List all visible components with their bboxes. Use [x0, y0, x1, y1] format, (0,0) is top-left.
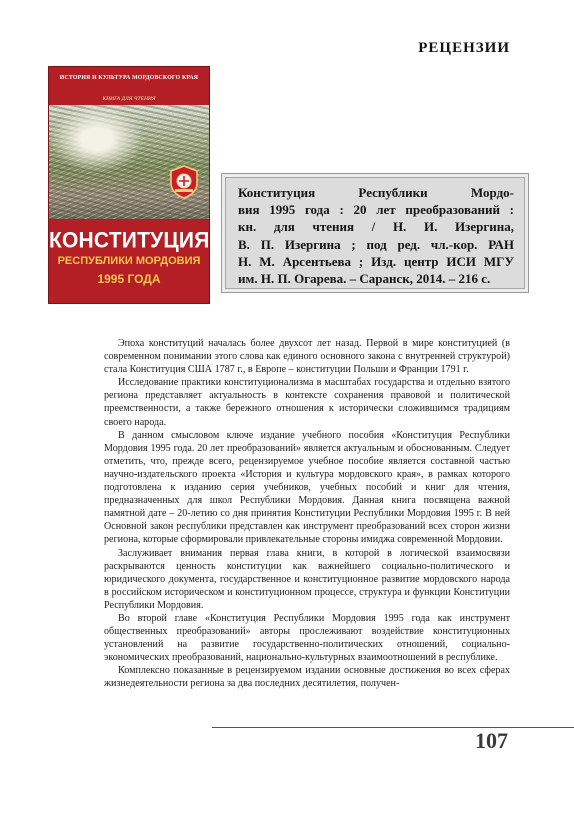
paragraph: В данном смысловом ключе издание учебного пособия «Конституция Республики Мордовия 1995 года. 20 лет преобразований» является актуальным и обоснованным. Следует отметить, что, прежде всего, рецензируемое учебное пособие является составной частью научно-издательского проекта «История и культура мордовского края», в рамках которого подготовлена к изданию серия учебников, учебных пособий и книг для чтения, предназначенных для школ Республики Мордовия. Данная книга посвящена важной памятной дате – 20-летию со дня принятия Конституции Республики Мордовия 1995 г. В ней Основной закон республики представлен как инструмент преобразований всех сторон жизни региона, которые сформировали привлекательные стороны имиджа современной Мордовии. [104, 429, 510, 546]
review-body [104, 337, 510, 691]
cover-title: КОНСТИТУЦИЯ [49, 228, 210, 253]
citation-line: вия 1995 года : 20 лет преобразований : [238, 202, 514, 218]
cover-photo [49, 105, 209, 219]
paragraph: Заслуживает внимания первая глава книги, в которой в логической взаимосвязи раскрываются ценность конституции как важнейшего социально-политического и юридического документа, государственное и конституционное развитие мордовского народа в российском историческом и конституционном процессе, структура и функции Конституции Республики Мордовия. [104, 547, 510, 611]
paragraph: Исследование практики конституционализма в масштабах государства и отдельно взятого региона представляет актуальность в контексте сохранения правовой и политической преемственности, а также бережного отношения к исторически сложившимся традициям своего народа. [104, 377, 510, 428]
citation-line: им. Н. П. Огарева. – Саранск, 2014. – 216 с. [238, 271, 491, 287]
page-number: 107 [475, 728, 508, 753]
paragraph: Во второй главе «Конституция Республики Мордовия 1995 года как инструмент общественных преобразований» авторы прослеживают воздействие конституционных установлений на развитие государственно-политических отношений, социально-экономических преобразований, национально-культурных взаимоотношений в республике. [104, 612, 510, 664]
footer-divider [212, 727, 574, 728]
coat-of-arms-icon [169, 165, 199, 199]
cover-subtitle: РЕСПУБЛИКИ МОРДОВИЯ [57, 255, 201, 267]
section-title: РЕЦЕНЗИИ [418, 40, 510, 56]
citation-text [238, 184, 514, 287]
citation-line: В. П. Изергина ; под ред. чл.-кор. РАН [238, 236, 514, 252]
citation-line: Н. М. Арсентьева ; Изд. центр ИСИ МГУ [238, 253, 514, 269]
citation-line: Конституция Республики Мордо- [238, 185, 514, 200]
paragraph: Комплексно показанные в рецензируемом издании основные достижения во всех сферах жизнедеятельности региона за два последних десятилетия, получен- [104, 665, 510, 690]
cover-year: 1995 ГОДА [97, 272, 161, 286]
cover-subseries-label: КНИГА ДЛЯ ЧТЕНИЯ [102, 96, 156, 102]
citation-box [221, 173, 529, 293]
book-cover-image [48, 66, 210, 304]
paragraph: Эпоха конституций началась более двухсот лет назад. Первой в мире конституцией (в современном понимании этого слова как единого основного закона с внутренней структурой) стала Конституция США 1787 г., в Европе – конституции Польши и Франции 1791 г. [104, 338, 510, 376]
citation-line: кн. для чтения / Н. И. Изергина, [238, 219, 514, 235]
cover-series-title: ИСТОРИЯ И КУЛЬТУРА МОРДОВСКОГО КРАЯ [59, 75, 199, 81]
